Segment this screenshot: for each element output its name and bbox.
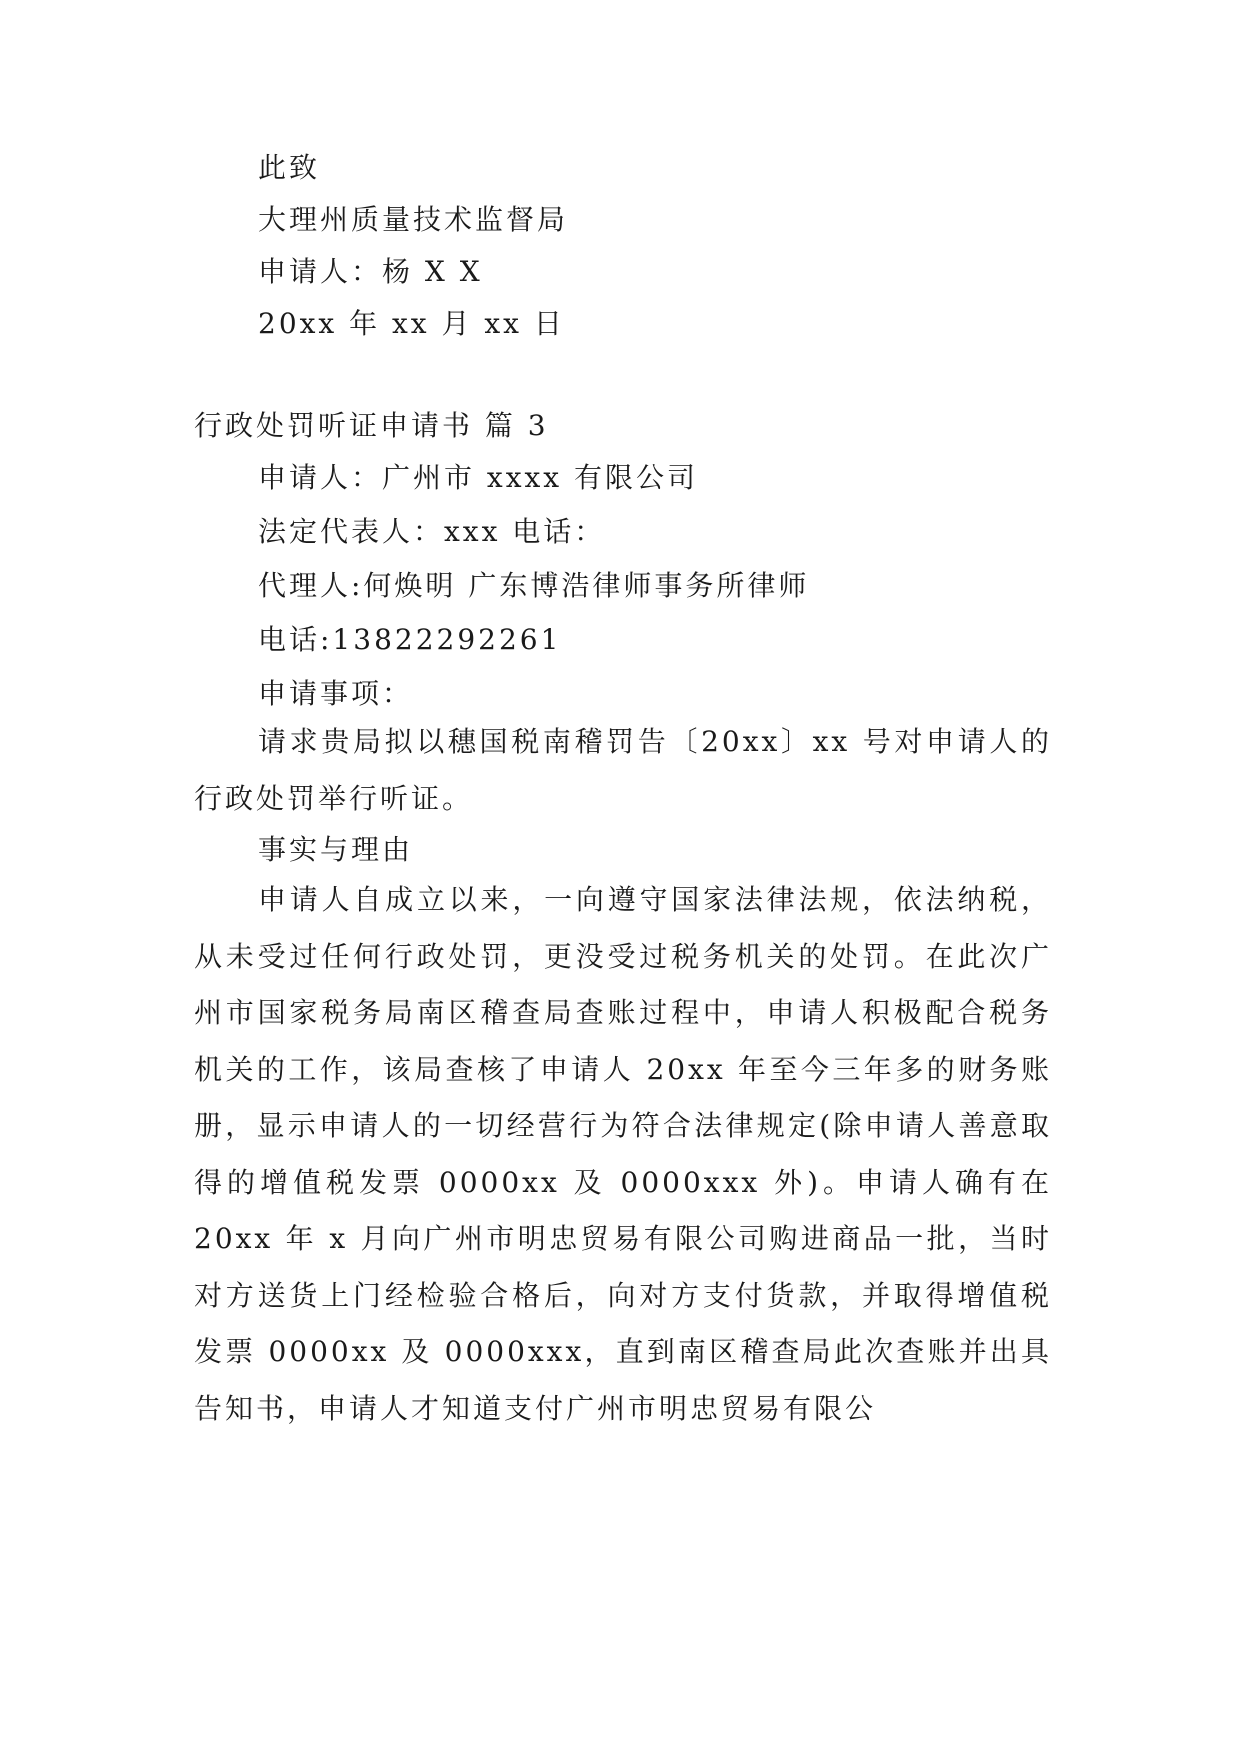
- facts-label: 事实与理由: [258, 833, 414, 866]
- agent-line: 代理人:何焕明 广东博浩律师事务所律师: [258, 569, 810, 602]
- phone-line: 电话:13822292261: [258, 623, 562, 656]
- applicant-line: 申请人：广州市 xxxx 有限公司: [258, 461, 698, 494]
- salutation: 此致: [258, 151, 321, 184]
- legal-representative-line: 法定代表人：xxx 电话：: [258, 515, 606, 548]
- signature-applicant: 申请人：杨 X X: [258, 255, 483, 288]
- facts-paragraph: 申请人自成立以来，一向遵守国家法律法规，依法纳税，从未受过任何行政处罚，更没受过税务机关的处罚。在此次广州市国家税务局南区稽查局查账过程中，申请人积极配合税务机关的工作，该局查核了申请人 20xx 年至今三年多的财务账册，显示申请人的一切经营行为符合法律规定(除申请人善意取得的增值税发票 0000xx 及 0000xxx 外)。申请人确有在 20xx 年 x 月向广州市明忠贸易有限公司购进商品一批，当时对方送货上门经检验合格后，向对方支付货款，并取得增值税发票 0000xx 及 0000xxx，直到南区稽查局此次查账并出具告知书，申请人才知道支付广州市明忠贸易有限公: [194, 883, 1052, 1425]
- matters-label: 申请事项：: [258, 677, 414, 710]
- section-heading: 行政处罚听证申请书 篇 3: [194, 409, 549, 442]
- recipient: 大理州质量技术监督局: [258, 203, 569, 236]
- signature-date: 20xx 年 xx 月 xx 日: [258, 307, 565, 340]
- matters-paragraph: 请求贵局拟以穗国税南稽罚告〔20xx〕xx 号对申请人的行政处罚举行听证。: [194, 725, 1052, 815]
